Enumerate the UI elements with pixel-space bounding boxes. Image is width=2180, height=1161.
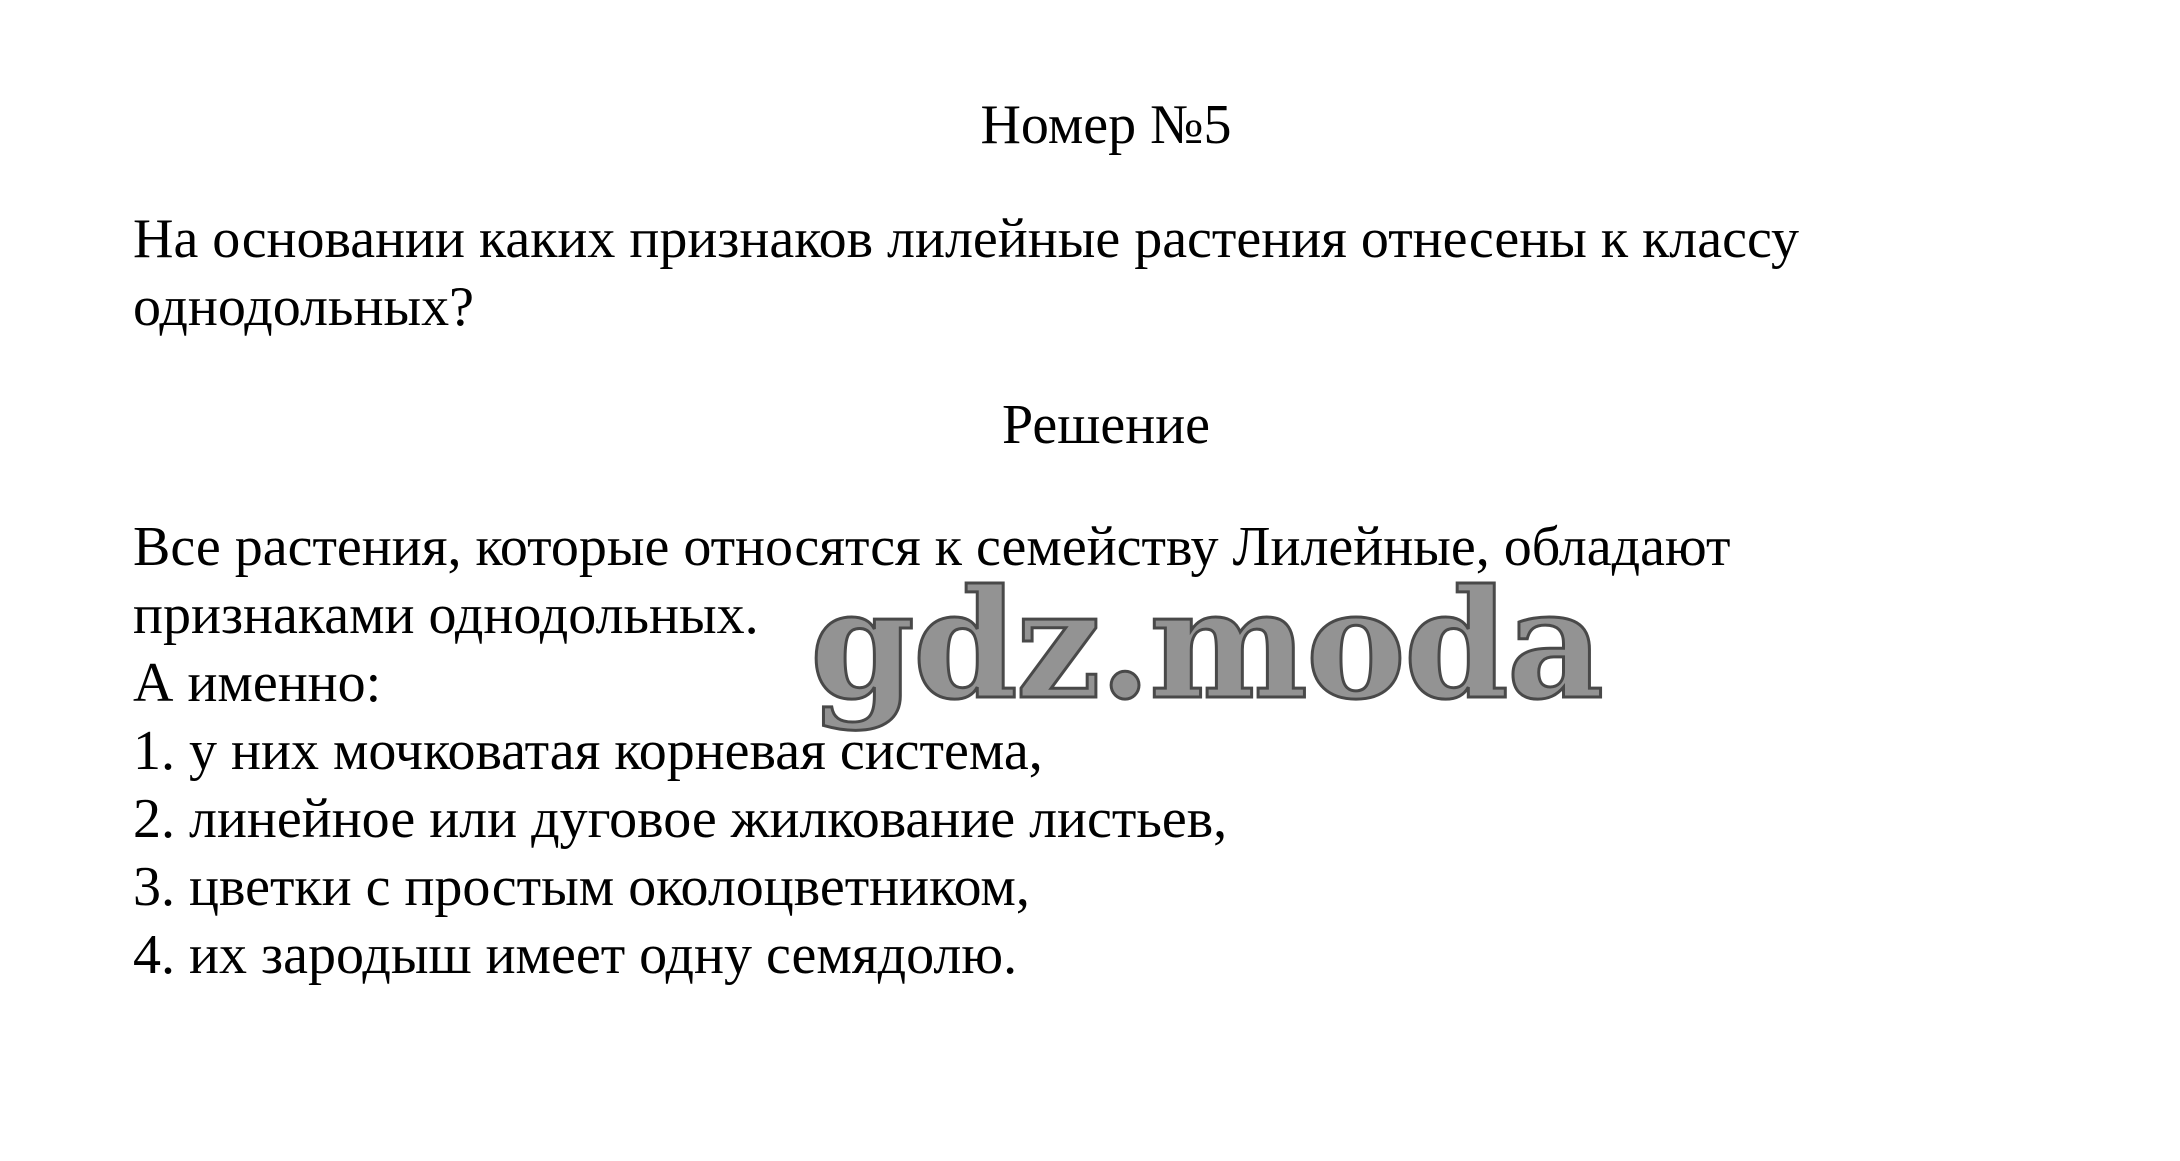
- solution-heading: Решение: [1001, 394, 1211, 456]
- answer-list-item: 3. цветки с простым околоцветником,: [133, 856, 1030, 918]
- watermark-logo: gdz.moda: [810, 557, 1603, 733]
- answer-line: признаками однодольных.: [133, 584, 759, 646]
- answer-block: [133, 513, 2113, 989]
- answer-line: Все растения, которые относятся к семейству Лилейные, обладают: [133, 516, 1731, 578]
- answer-line: А именно:: [133, 652, 382, 714]
- answer-list-item: 2. линейное или дуговое жилкование листьев,: [133, 788, 1228, 850]
- answer-list-item: 4. их зародыш имеет одну семядолю.: [133, 924, 1018, 986]
- page-title: Номер №5: [980, 94, 1232, 156]
- answer-list-item: 1. у них мочковатая корневая система,: [133, 720, 1043, 782]
- question-text: На основании каких признаков лилейные растения отнесены к классу однодольных?: [133, 208, 1800, 338]
